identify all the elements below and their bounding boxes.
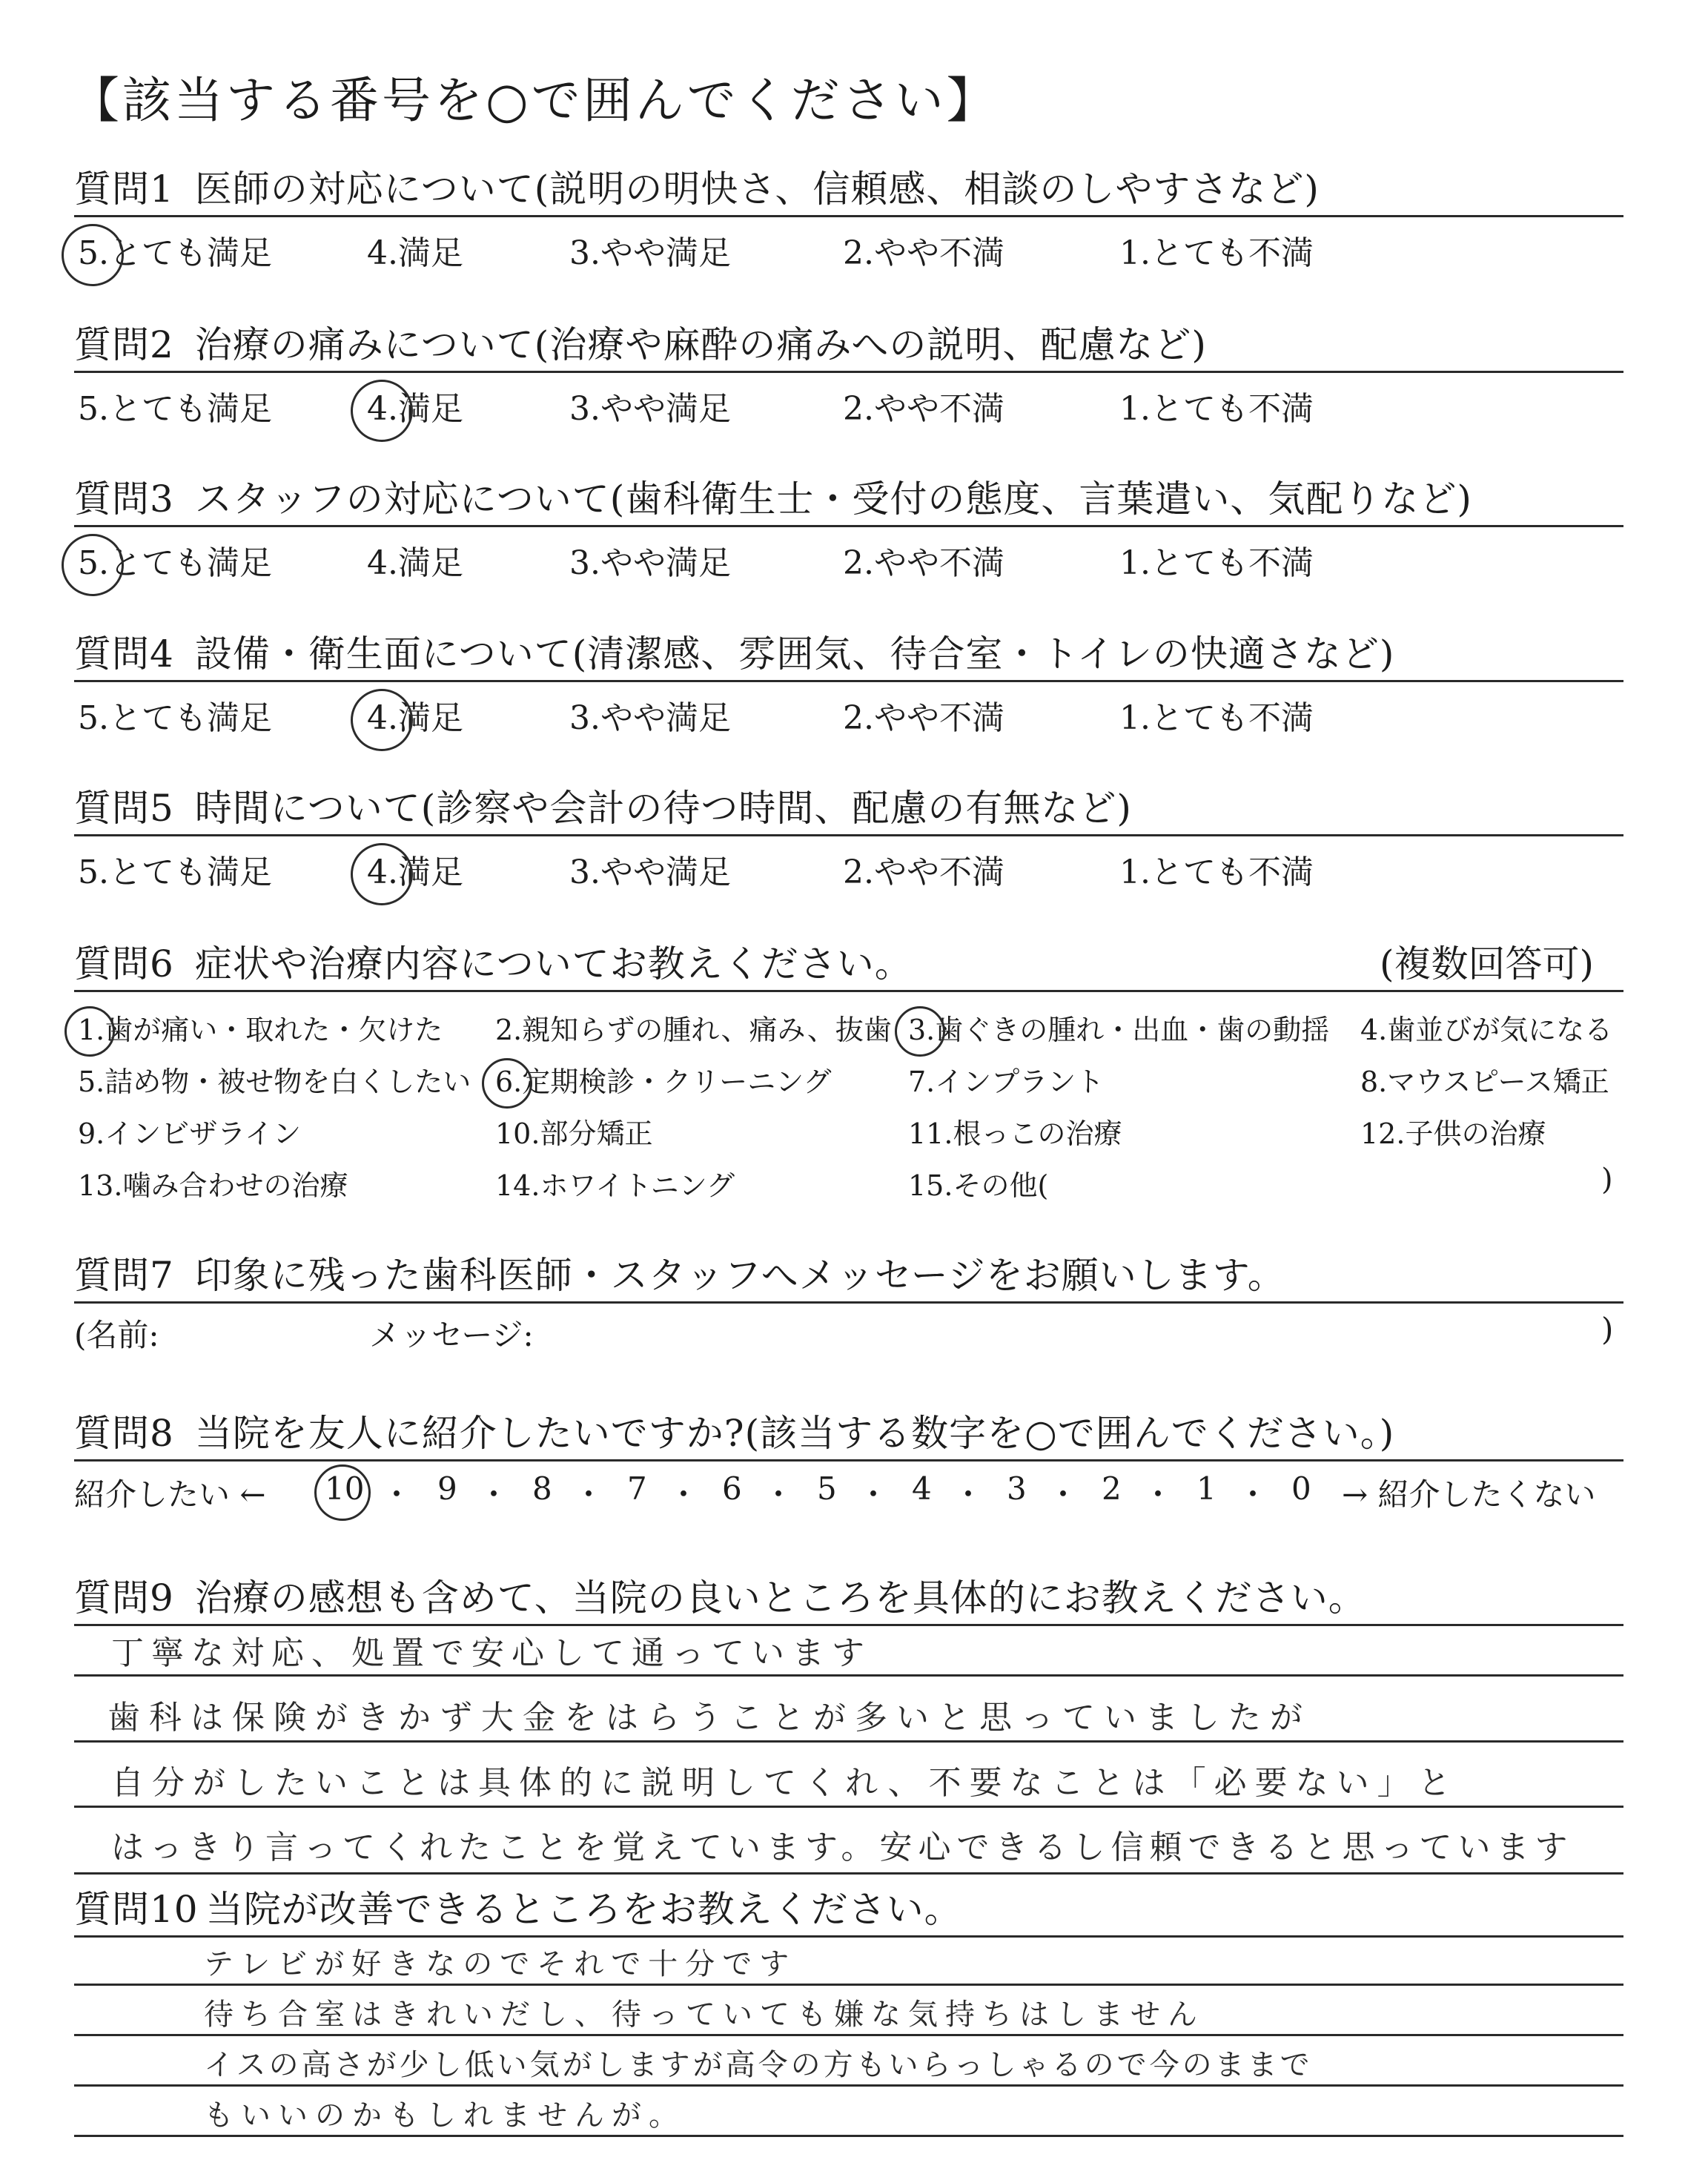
rating-options [74, 536, 1623, 581]
multiple-answers-note: (複数回答可) [1379, 942, 1594, 985]
question-number: 質問9 [74, 1576, 174, 1619]
option-1[interactable]: 1.とても不満 [1119, 390, 1314, 428]
scale-value[interactable]: 2 [1102, 1470, 1122, 1507]
treatment-option[interactable]: 5.詰め物・被せ物を白くしたい [78, 1066, 471, 1098]
answer-line [74, 1872, 1623, 1875]
option-1[interactable]: 1.とても不満 [1119, 544, 1314, 582]
option-3[interactable]: 3.やや満足 [569, 234, 731, 272]
question-title: 印象に残った歯科医師・スタッフへメッセージをお願いします。 [194, 1254, 1285, 1297]
answer-line [74, 2084, 1623, 2087]
option-5[interactable]: 5.とても満足 [78, 234, 272, 272]
scale-value[interactable]: 8 [532, 1470, 552, 1507]
question-title: 治療の感想も含めて、当院の良いところを具体的にお教えください。 [194, 1576, 1366, 1619]
scale-value[interactable]: 3 [1007, 1470, 1027, 1507]
divider [74, 1935, 1623, 1938]
divider [74, 371, 1623, 373]
handwritten-answer-line: 自分がしたいことは具体的に説明してくれ、不要なことは「必要ない」と [111, 1764, 1459, 1802]
option-5[interactable]: 5.とても満足 [78, 544, 272, 582]
other-close-paren: ) [1601, 1163, 1613, 1197]
rating-options [74, 382, 1623, 426]
handwritten-answer-line: 歯科は保険がきかず大金をはらうことが多いと思っていましたが [107, 1699, 1311, 1737]
treatment-option[interactable]: 10.部分矯正 [495, 1117, 653, 1150]
question-title: スタッフの対応について(歯科衛生士・受付の態度、言葉遣い、気配りなど) [194, 478, 1472, 521]
question-title: 時間について(診察や会計の待つ時間、配慮の有無など) [194, 787, 1132, 830]
question-title: 設備・衛生面について(清潔感、雰囲気、待合室・トイレの快適さなど) [194, 633, 1395, 676]
scale-sep: ・ [668, 1476, 700, 1513]
option-4[interactable]: 4.満足 [367, 544, 463, 582]
divider [74, 680, 1623, 682]
rating-options [74, 691, 1623, 736]
divider [74, 525, 1623, 527]
answer-line [74, 2135, 1623, 2137]
divider [74, 834, 1623, 836]
scale-sep: ・ [858, 1476, 890, 1513]
message-label: メッセージ: [369, 1317, 534, 1353]
answer-line [74, 2034, 1623, 2036]
answer-line [74, 1806, 1623, 1808]
question-title: 当院が改善できるところをお教えください。 [205, 1888, 962, 1931]
divider [74, 1301, 1623, 1304]
option-1[interactable]: 1.とても不満 [1119, 234, 1314, 272]
option-3[interactable]: 3.やや満足 [569, 699, 731, 737]
scale-value[interactable]: 1 [1196, 1470, 1217, 1507]
scale-sep: ・ [573, 1476, 605, 1513]
question-number: 質問10 [74, 1888, 199, 1931]
rating-options [74, 226, 1623, 271]
scale-right-label: → 紹介したくない [1342, 1476, 1596, 1513]
treatment-option[interactable]: 4.歯並びが気になる [1360, 1014, 1613, 1046]
option-2[interactable]: 2.やや不満 [843, 699, 1004, 737]
answer-line [74, 1740, 1623, 1743]
treatment-option[interactable]: 15.その他( [908, 1169, 1049, 1202]
scale-value[interactable]: 9 [437, 1470, 457, 1507]
name-label: (名前: [74, 1317, 159, 1353]
option-1[interactable]: 1.とても不満 [1119, 853, 1314, 891]
option-5[interactable]: 5.とても満足 [78, 390, 272, 428]
scale-value[interactable]: 0 [1291, 1470, 1311, 1507]
treatment-option[interactable]: 1.歯が痛い・取れた・欠けた [78, 1014, 443, 1046]
question-number: 質問5 [74, 787, 174, 830]
page-title: 【該当する番号を○で囲んでください】 [70, 72, 999, 129]
question-number: 質問8 [74, 1412, 174, 1455]
treatment-option[interactable]: 7.インプラント [908, 1066, 1105, 1098]
scale-value[interactable]: 4 [912, 1470, 932, 1507]
treatment-option[interactable]: 2.親知らずの腫れ、痛み、抜歯 [495, 1014, 892, 1046]
option-3[interactable]: 3.やや満足 [569, 544, 731, 582]
answer-line [74, 1674, 1623, 1677]
scale-sep: ・ [763, 1476, 795, 1513]
treatment-option[interactable]: 6.定期検診・クリーニング [495, 1066, 832, 1098]
answer-line [74, 1984, 1623, 1986]
option-4[interactable]: 4.満足 [367, 234, 463, 272]
divider [74, 215, 1623, 217]
option-1[interactable]: 1.とても不満 [1119, 699, 1314, 737]
treatment-option[interactable]: 9.インビザライン [78, 1117, 302, 1150]
question-number: 質問2 [74, 323, 174, 366]
question-title: 症状や治療内容についてお教えください。 [194, 942, 913, 985]
scale-sep: ・ [478, 1476, 510, 1513]
treatment-option[interactable]: 3.歯ぐきの腫れ・出血・歯の動揺 [908, 1014, 1330, 1046]
handwritten-answer-line: テレビが好きなのでそれで十分です [204, 1947, 797, 1981]
scale-sep: ・ [381, 1476, 413, 1513]
handwritten-answer-line: はっきり言ってくれたことを覚えています。安心できるし信頼できると思っています [111, 1829, 1574, 1866]
message-close-paren: ) [1601, 1311, 1614, 1347]
option-3[interactable]: 3.やや満足 [569, 853, 731, 891]
question-number: 質問7 [74, 1254, 174, 1297]
option-5[interactable]: 5.とても満足 [78, 853, 272, 891]
question-number: 質問6 [74, 942, 174, 985]
question-number: 質問4 [74, 633, 174, 676]
scale-value[interactable]: 5 [817, 1470, 837, 1507]
divider [74, 990, 1623, 992]
option-2[interactable]: 2.やや不満 [843, 390, 1004, 428]
option-4[interactable]: 4.満足 [367, 853, 463, 891]
scale-sep: ・ [1047, 1476, 1079, 1513]
option-4[interactable]: 4.満足 [367, 699, 463, 737]
treatment-option[interactable]: 8.マウスピース矯正 [1360, 1066, 1609, 1098]
scale-value[interactable]: 7 [627, 1470, 647, 1507]
option-2[interactable]: 2.やや不満 [843, 853, 1004, 891]
handwritten-answer-line: 丁寧な対応、処置で安心して通っています [111, 1634, 872, 1672]
scale-left-label: 紹介したい ← [74, 1476, 266, 1513]
handwritten-answer-line: もいいのかもしれませんが。 [204, 2098, 686, 2133]
option-2[interactable]: 2.やや不満 [843, 544, 1004, 582]
scale-value[interactable]: 10 [325, 1470, 365, 1507]
treatment-option[interactable]: 11.根っこの治療 [908, 1117, 1122, 1150]
treatment-option[interactable]: 12.子供の治療 [1360, 1117, 1546, 1150]
scale-sep: ・ [953, 1476, 984, 1513]
treatment-option[interactable]: 14.ホワイトニング [495, 1169, 735, 1202]
question-number: 質問3 [74, 478, 174, 521]
treatment-option[interactable]: 13.噛み合わせの治療 [78, 1169, 348, 1202]
handwritten-answer-line: 待ち合室はきれいだし、待っていても嫌な気持ちはしません [204, 1998, 1205, 2032]
scale-value[interactable]: 6 [722, 1470, 742, 1507]
option-5[interactable]: 5.とても満足 [78, 699, 272, 737]
question-title: 医師の対応について(説明の明快さ、信頼感、相談のしやすさなど) [194, 168, 1320, 211]
divider [74, 1459, 1623, 1462]
option-2[interactable]: 2.やや不満 [843, 234, 1004, 272]
question-title: 当院を友人に紹介したいですか?(該当する数字を○で囲んでください。) [194, 1412, 1395, 1455]
scale-sep: ・ [1237, 1476, 1269, 1513]
option-3[interactable]: 3.やや満足 [569, 390, 731, 428]
rating-options [74, 845, 1623, 890]
question-number: 質問1 [74, 168, 174, 211]
scale-sep: ・ [1142, 1476, 1174, 1513]
handwritten-answer-line: イスの高さが少し低い気がしますが高令の方もいらっしゃるので今のままで [204, 2048, 1313, 2082]
option-4[interactable]: 4.満足 [367, 390, 463, 428]
question-title: 治療の痛みについて(治療や麻酔の痛みへの説明、配慮など) [194, 323, 1207, 366]
